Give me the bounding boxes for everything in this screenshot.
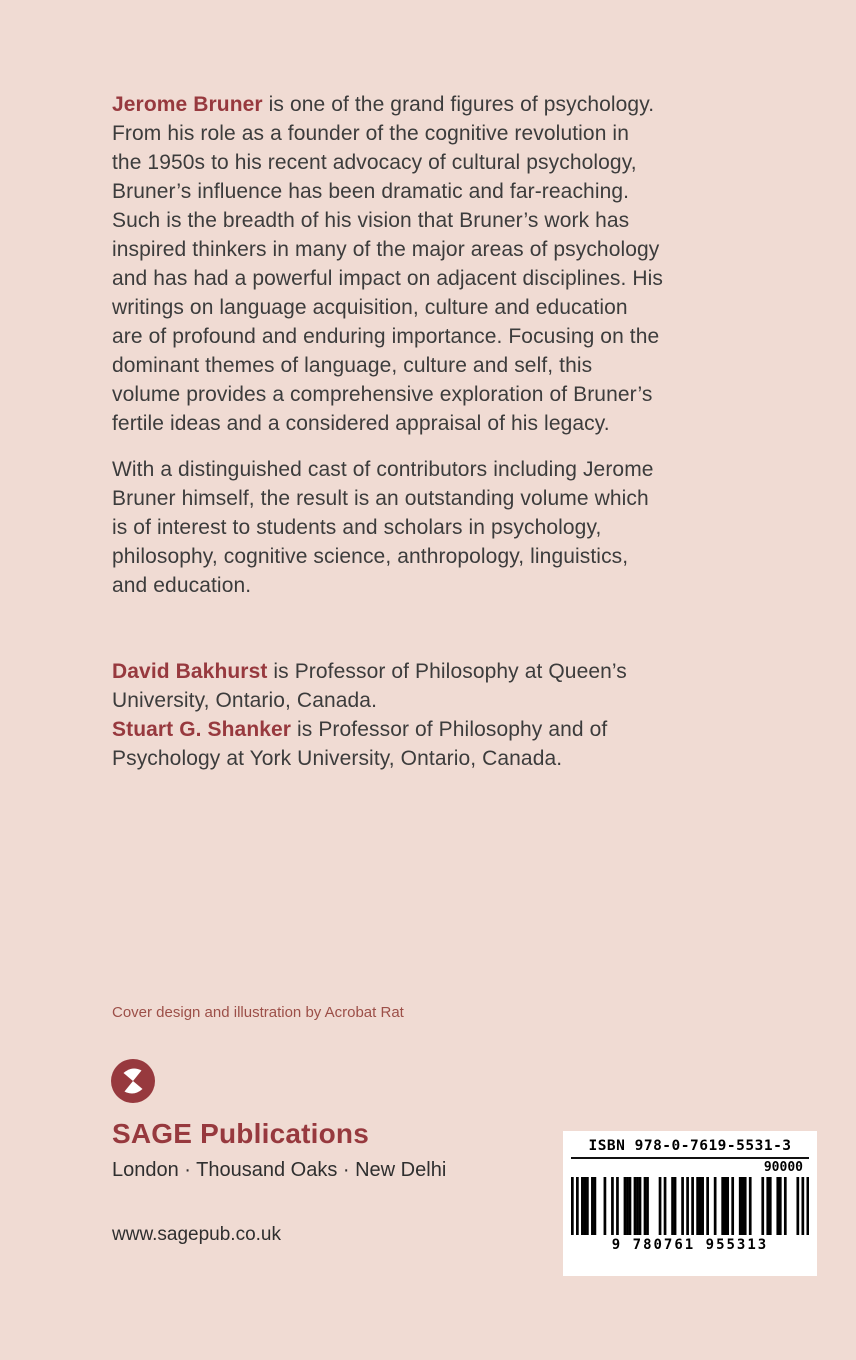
synopsis-paragraph-1-text: is one of the grand figures of psychology. From his role as a founder of the cognitive revolution in the 1950s to his recent advocacy of cultural psychology, Bruner’s influence has been dramatic and far-reaching. Such is the breadth of his vision that Bruner’s work has inspired thinkers in many of the major areas of psychology and has had a powerful impact on adjacent disciplines. His writings on language acquisition, culture and education are of profound and enduring importance. Focusing on the dominant themes of language, culture and self, this volume provides a comprehensive exploration of Bruner’s fertile ideas and a considered appraisal of his legacy. — [112, 93, 663, 435]
highlighted-name-david-bakhurst: David Bakhurst — [112, 660, 268, 683]
synopsis-paragraph-1 — [112, 90, 664, 438]
barcode-price-addon: 90000 — [763, 1160, 803, 1175]
editor-bio-2-text: is Professor of Philosophy and of Psychology at York University, Ontario, Canada. — [112, 718, 608, 770]
isbn-label: ISBN 978-0-7619-5531-3 — [571, 1138, 809, 1159]
publisher-name: SAGE Publications — [112, 1118, 369, 1149]
barcode-digits: 9 780761 955313 — [571, 1235, 809, 1253]
synopsis-block — [112, 90, 664, 773]
editor-bio-1-text: is Professor of Philosophy at Queen’s University, Ontario, Canada. — [112, 660, 627, 712]
cover-design-credit: Cover design and illustration by Acrobat Rat — [112, 1004, 404, 1021]
publisher-website: www.sagepub.co.uk — [112, 1224, 281, 1245]
barcode-panel — [563, 1131, 817, 1276]
synopsis-paragraph-2: With a distinguished cast of contributors including Jerome Bruner himself, the result is an outstanding volume which is of interest to students and scholars in psychology, philosophy, cognitive science, anthropology, linguistics, and education. — [112, 458, 654, 597]
editor-bios — [112, 657, 664, 773]
highlighted-name-jerome-bruner: Jerome Bruner — [112, 93, 263, 116]
publisher-cities: London · Thousand Oaks · New Delhi — [112, 1159, 447, 1181]
sage-logo-icon — [110, 1058, 156, 1104]
barcode-bars — [571, 1177, 809, 1235]
highlighted-name-stuart-shanker: Stuart G. Shanker — [112, 718, 292, 741]
